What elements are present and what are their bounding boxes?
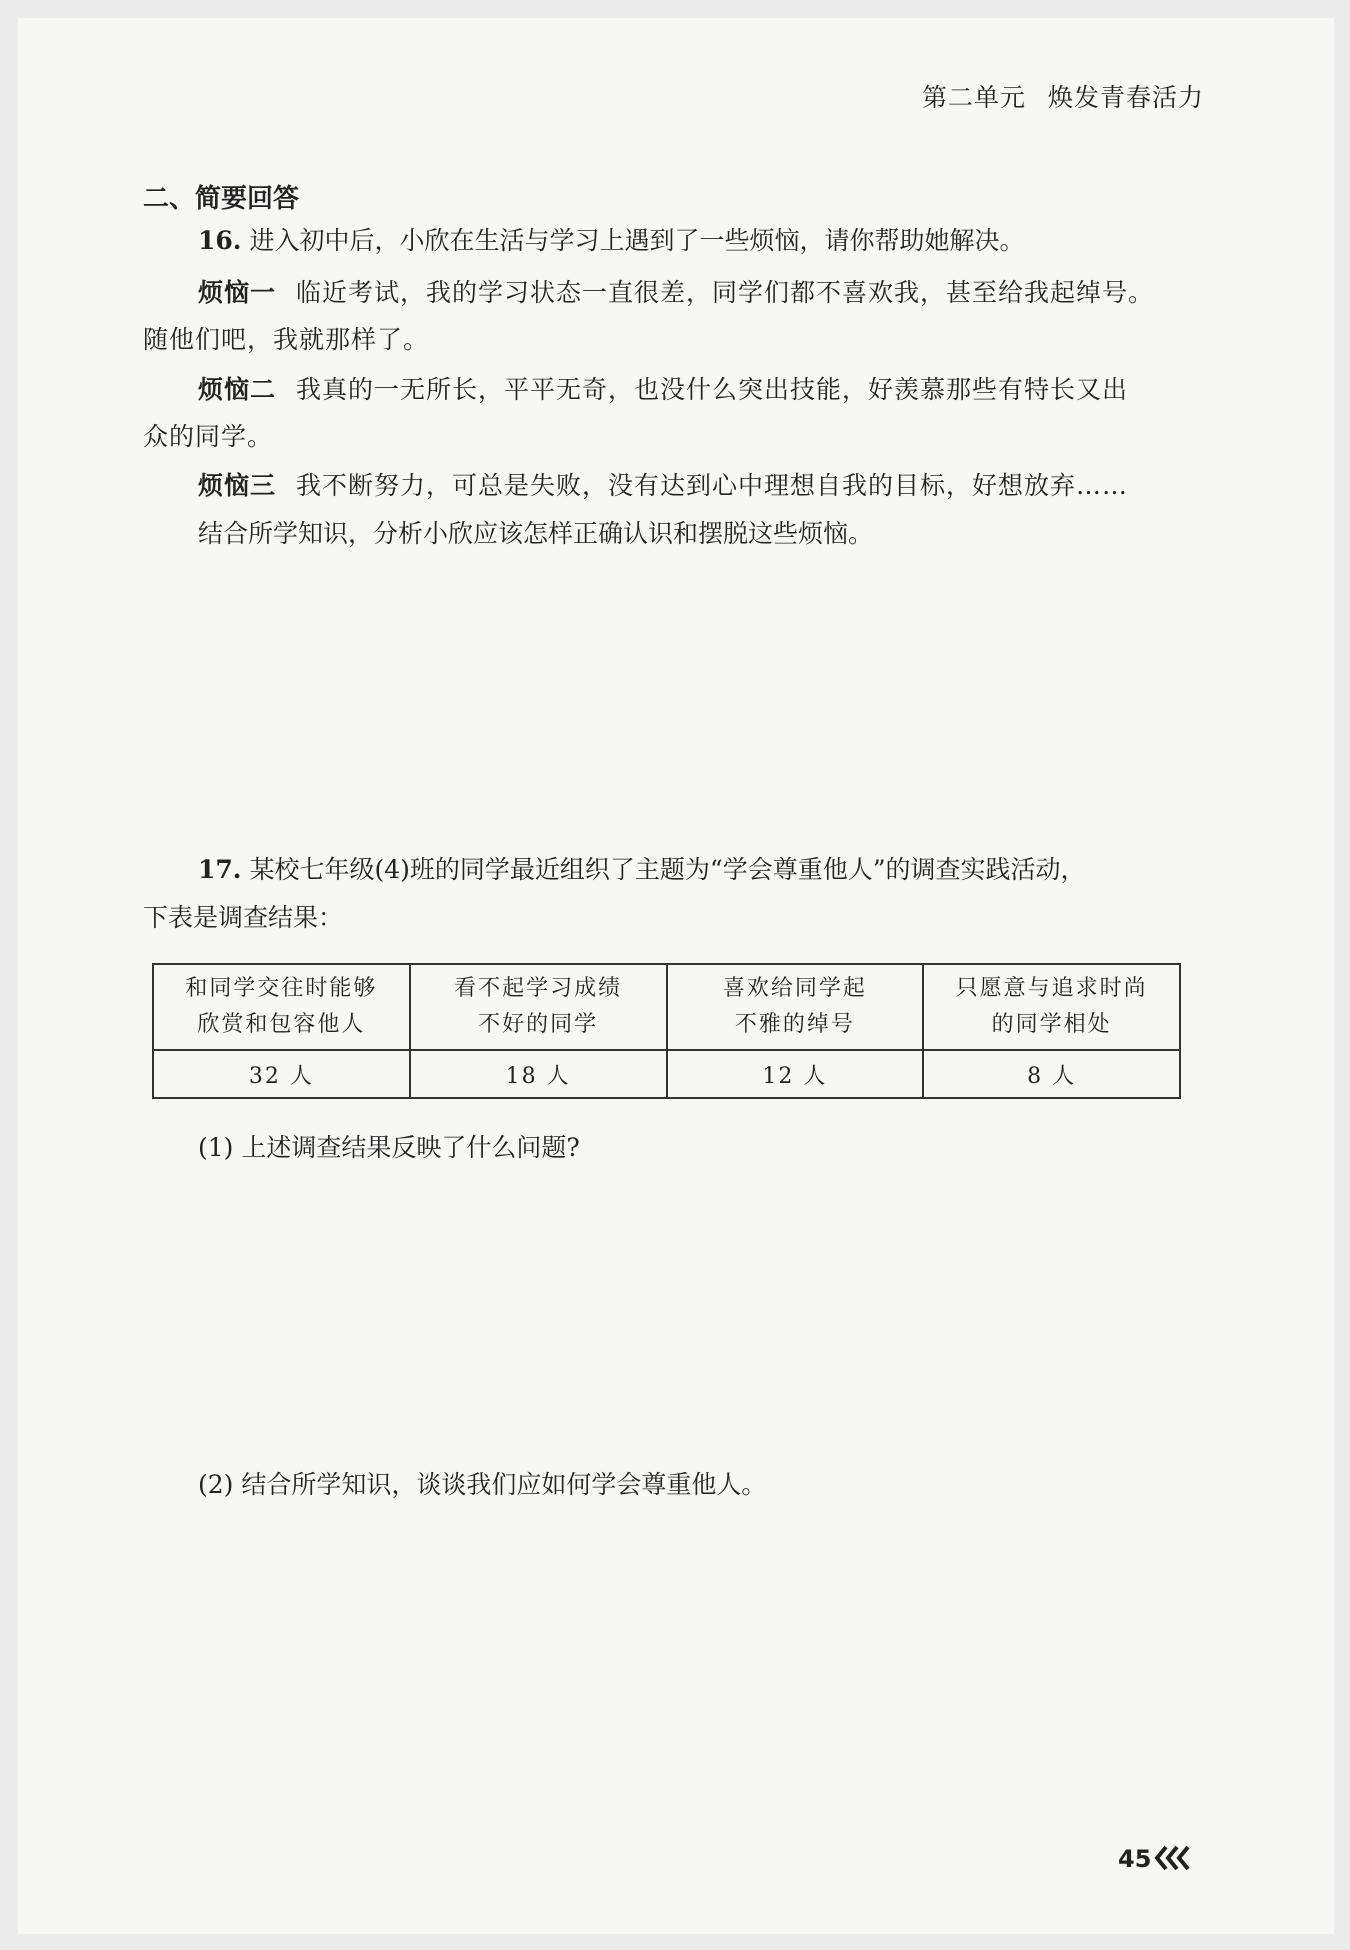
- survey-value-cell: 32 人: [153, 1050, 410, 1098]
- q16-prompt: 结合所学知识，分析小欣应该怎样正确认识和摆脱这些烦恼。: [198, 519, 874, 548]
- header-unit: 第二单元: [921, 83, 1026, 112]
- trouble-2-text-cont: 众的同学。: [143, 422, 274, 451]
- q16-number: 16.: [198, 226, 242, 255]
- running-header: [922, 78, 1204, 114]
- q17-sub-question-2: (2) 结合所学知识，谈谈我们应如何学会尊重他人。: [198, 1470, 767, 1499]
- q16-trouble-1: [198, 280, 1154, 305]
- trouble-2-text: 我真的一无所长，平平无奇，也没什么突出技能，好羡慕那些有特长又出: [296, 375, 1129, 404]
- survey-header-row: [153, 964, 1180, 1050]
- survey-value-cell: 8 人: [923, 1050, 1180, 1098]
- q17-intro: 某校七年级(4)班的同学最近组织了主题为“学会尊重他人”的调查实践活动，: [249, 855, 1086, 884]
- trouble-1-text-cont: 随他们吧，我就那样了。: [143, 325, 430, 354]
- survey-header-cell: 只愿意与追求时尚 的同学相处: [923, 964, 1180, 1050]
- survey-value-row: [153, 1050, 1180, 1098]
- trouble-1-text: 临近考试，我的学习状态一直很差，同学们都不喜欢我，甚至给我起绰号。: [296, 278, 1155, 307]
- trouble-3-tag: 烦恼三: [198, 471, 277, 500]
- q16-intro: 进入初中后，小欣在生活与学习上遇到了一些烦恼，请你帮助她解决。: [249, 226, 1025, 255]
- survey-header-cell: 看不起学习成绩 不好的同学: [410, 964, 667, 1050]
- survey-table: [152, 963, 1181, 1099]
- q16-trouble-2: [198, 377, 1128, 402]
- survey-value-cell: 12 人: [667, 1050, 924, 1098]
- survey-header-cell: 喜欢给同学起 不雅的绰号: [667, 964, 924, 1050]
- survey-header-cell: 和同学交往时能够 欣赏和包容他人: [153, 964, 410, 1050]
- header-title: 焕发青春活力: [1047, 83, 1204, 112]
- trouble-2-tag: 烦恼二: [198, 375, 277, 404]
- q16-trouble-3: [198, 473, 1128, 498]
- q17-sub-question-1: (1) 上述调查结果反映了什么问题?: [198, 1133, 580, 1162]
- page-number: 45: [1118, 1845, 1152, 1873]
- q17-number: 17.: [198, 855, 242, 884]
- section-title: 二、简要回答: [143, 184, 300, 214]
- triple-chevron-left-icon: [1154, 1843, 1194, 1873]
- trouble-1-tag: 烦恼一: [198, 278, 277, 307]
- trouble-3-text: 我不断努力，可总是失败，没有达到心中理想自我的目标，好想放弃……: [296, 471, 1129, 500]
- q16-intro-line: [198, 228, 1025, 253]
- q17-intro-cont: 下表是调查结果：: [143, 903, 344, 932]
- survey-value-cell: 18 人: [410, 1050, 667, 1098]
- q17-intro-line: [198, 857, 1085, 882]
